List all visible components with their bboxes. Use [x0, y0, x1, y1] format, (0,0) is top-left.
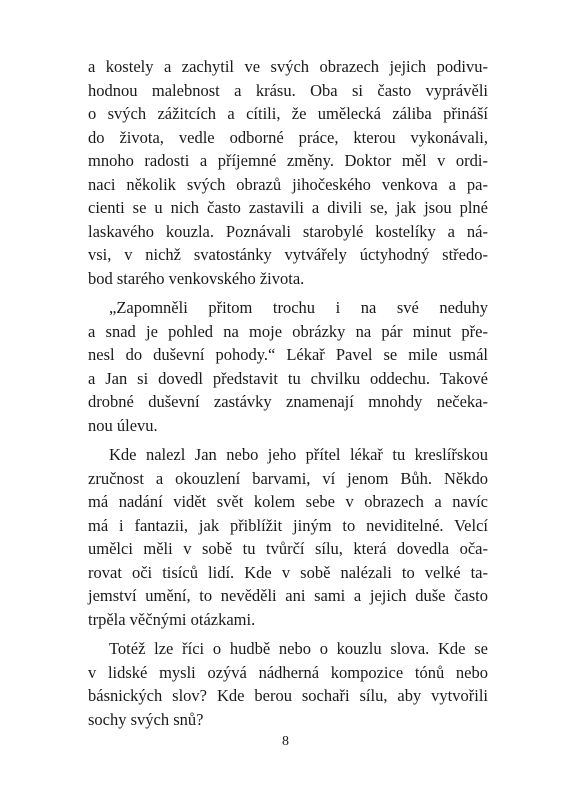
text-line: umělci měli v sobě tu tvůrčí sílu, která dovedla oča- — [88, 539, 488, 558]
text-line: laskavého kouzla. Poznávali starobylé kostelíky a ná- — [88, 221, 488, 241]
text-line: naci několik svých obrazů jihočeského venkova a pa- — [88, 174, 488, 194]
text-line: mnoho radosti a příjemné změny. Doktor měl v ordi- — [88, 151, 488, 170]
text-line: bod starého venkovského života. — [88, 268, 305, 288]
body-text — [88, 55, 488, 731]
paragraph — [88, 637, 488, 731]
text-line: má nadání vidět svět kolem sebe v obrazech a navíc — [88, 492, 488, 511]
text-line: sochy svých snů? — [88, 709, 204, 729]
text-line: v lidské mysli ozývá nádherná kompozice tónů nebo — [88, 662, 488, 682]
paragraph — [88, 296, 488, 437]
text-line: cienti se u nich často zastavili a divili se, jak jsou plné — [88, 198, 488, 217]
text-line: má i fantazii, jak přiblížit jiným to neviditelné. Velcí — [88, 515, 488, 535]
text-line: zručnost a okouzlení barvami, ví jenom Bůh. Někdo — [88, 468, 488, 488]
text-line: jemství umění, to nevěděli ani sami a jejich duše často — [88, 586, 488, 605]
text-line: do života, vedle odborné práce, kterou vykonávali, — [88, 127, 488, 147]
text-line: nesl do duševní pohody.“ Lékař Pavel se mile usmál — [88, 345, 488, 364]
text-line: o svých zážitcích a cítili, že umělecká záliba přináší — [88, 104, 488, 123]
text-line: a kostely a zachytil ve svých obrazech jejich podivu- — [88, 57, 488, 76]
page-number: 8 — [282, 734, 289, 749]
text-line: básnických slov? Kde berou sochaři sílu, aby vytvořili — [88, 686, 488, 705]
text-line: trpěla věčnými otázkami. — [88, 609, 256, 629]
text-line: hodnou malebnost a krásu. Oba si často vyprávěli — [88, 80, 488, 100]
text-line: „Zapomněli přitom trochu i na své neduhy — [109, 298, 488, 317]
text-line: Totéž lze říci o hudbě nebo o kouzlu slova. Kde se — [109, 639, 488, 658]
text-line: vsi, v nichž svatostánky vytvářely úctyhodný středo- — [88, 245, 488, 264]
text-line: a Jan si dovedl představit tu chvilku oddechu. Takové — [88, 368, 488, 388]
text-line: drobné duševní zastávky znamenají mnohdy nečeka- — [88, 392, 488, 411]
paragraph — [88, 443, 488, 631]
text-line: Kde nalezl Jan nebo jeho přítel lékař tu kreslířskou — [109, 445, 488, 464]
text-line: nou úlevu. — [88, 415, 158, 435]
text-line: a snad je pohled na moje obrázky na pár minut pře- — [88, 321, 488, 341]
text-line: rovat oči tisíců lidí. Kde v sobě nalézali to velké ta- — [88, 562, 488, 582]
paragraph — [88, 55, 488, 290]
